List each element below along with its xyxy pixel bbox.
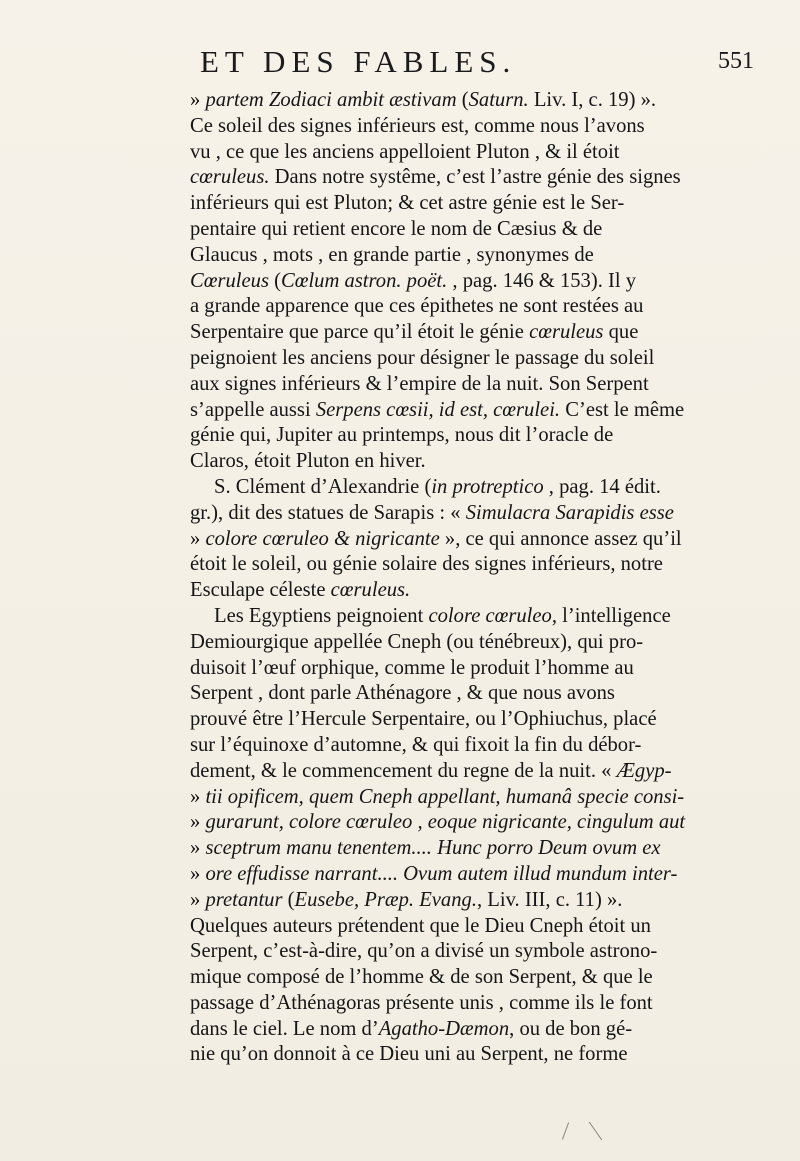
italic-text: colore cœruleo & nigricante: [205, 527, 440, 550]
stray-mark: [562, 1122, 569, 1139]
text-line: [190, 243, 720, 269]
text-line: [190, 294, 720, 320]
text-segment: Les Egyptiens peignoient: [214, 604, 429, 627]
italic-text: Serpens cœsii, id est, cœrulei.: [315, 398, 561, 421]
text-line: [190, 165, 720, 191]
text-segment: dement, & le commencement du regne de la nuit. «: [190, 759, 617, 782]
italic-text: Agatho-Dæmon: [378, 1017, 510, 1040]
text-line: [190, 965, 720, 991]
italic-text: cœruleus.: [190, 166, 270, 189]
text-line: [190, 346, 720, 372]
text-segment: Serpent , dont parle Athénagore , & que nous avons: [190, 682, 615, 705]
text-segment: Serpent, c’est-à-dire, qu’on a divisé un symbole astrono-: [190, 940, 658, 963]
text-line: [190, 604, 720, 630]
text-segment: Liv. I, c. 19) ».: [528, 89, 657, 111]
text-segment: »: [190, 837, 206, 860]
text-line: [190, 423, 720, 449]
text-line: [190, 733, 720, 759]
text-line: [190, 914, 720, 940]
text-line: [190, 140, 720, 166]
text-segment: (: [456, 89, 469, 111]
text-line: [190, 991, 720, 1017]
page-number: 551: [718, 48, 754, 74]
text-segment: , pag. 14 édit.: [543, 475, 661, 498]
italic-text: Cœruleus: [190, 269, 269, 292]
text-line: [190, 191, 720, 217]
text-line: [190, 656, 720, 682]
text-segment: Glaucus , mots , en grande partie , synonymes de: [190, 243, 594, 266]
text-segment: duisoit l’œuf orphique, comme le produit l’homme au: [190, 656, 634, 679]
text-segment: que: [603, 321, 639, 344]
text-line: [190, 836, 720, 862]
text-line: [190, 320, 720, 346]
text-segment: inférieurs qui est Pluton; & cet astre génie est le Ser-: [190, 192, 625, 215]
italic-text: cœruleus.: [330, 579, 411, 602]
text-segment: , l’intelligence: [551, 604, 671, 627]
text-segment: Dans notre systême, c’est l’astre génie des signes: [269, 166, 681, 189]
text-segment: vu , ce que les anciens appelloient Pluton , & il étoit: [190, 140, 620, 163]
text-segment: », ce qui annonce assez qu’il: [439, 527, 682, 550]
text-line: [190, 449, 720, 475]
italic-text: pretantur: [205, 888, 283, 911]
text-line: [190, 88, 720, 114]
text-segment: gr.), dit des statues de Sarapis : «: [190, 501, 466, 524]
text-line: [190, 269, 720, 295]
text-segment: »: [190, 527, 206, 550]
text-line: [190, 759, 720, 785]
text-segment: , Liv. III, c. 11) ».: [476, 888, 623, 911]
italic-text: partem Zodiaci ambit æstivam: [205, 89, 457, 111]
text-segment: mique composé de l’homme & de son Serpent, & que le: [190, 966, 653, 989]
text-segment: prouvé être l’Hercule Serpentaire, ou l’Ophiuchus, placé: [190, 708, 657, 731]
text-line: [190, 1017, 720, 1043]
italic-text: sceptrum manu tenentem.... Hunc porro Deum ovum ex: [205, 837, 661, 860]
text-line: [190, 1042, 720, 1068]
text-line: [190, 475, 720, 501]
text-line: [190, 372, 720, 398]
text-line: [190, 114, 720, 140]
text-line: [190, 501, 720, 527]
text-segment: Demiourgique appellée Cneph (ou ténébreux), qui pro-: [190, 630, 644, 653]
text-segment: C’est le même: [560, 398, 685, 421]
text-line: [190, 862, 720, 888]
text-segment: »: [190, 862, 206, 885]
text-segment: Quelques auteurs prétendent que le Dieu Cneph étoit un: [190, 914, 651, 937]
italic-text: in protreptico: [431, 475, 544, 498]
text-segment: s’appelle aussi: [190, 398, 316, 421]
text-segment: , pag. 146 & 153). Il y: [447, 269, 637, 292]
text-line: [190, 707, 720, 733]
text-line: [190, 398, 720, 424]
stray-mark: [589, 1122, 602, 1141]
italic-text: cœruleus: [529, 321, 604, 344]
body-text: [190, 88, 720, 1068]
text-segment: (: [282, 888, 295, 911]
text-segment: »: [190, 89, 206, 111]
italic-text: Cœlum astron. poët.: [280, 269, 448, 292]
text-segment: nie qu’on donnoit à ce Dieu uni au Serpent, ne forme: [190, 1043, 628, 1066]
text-segment: dans le ciel. Le nom d’: [190, 1017, 379, 1040]
italic-text: Ægyp-: [616, 759, 672, 782]
text-line: [190, 578, 720, 604]
italic-text: Eusebe, Præp. Evang.: [294, 888, 477, 911]
text-segment: (: [268, 269, 281, 292]
text-line: [190, 552, 720, 578]
text-segment: pentaire qui retient encore le nom de Cæsius & de: [190, 217, 603, 240]
italic-text: ore effudisse narrant.... Ovum autem illud mundum inter-: [205, 862, 678, 885]
italic-text: Simulacra Sarapidis esse: [465, 501, 674, 524]
text-segment: a grande apparence que ces épithetes ne sont restées au: [190, 295, 644, 318]
text-segment: génie qui, Jupiter au printemps, nous dit l’oracle de: [190, 424, 614, 447]
text-line: [190, 785, 720, 811]
text-segment: , ou de bon gé-: [509, 1017, 633, 1040]
text-segment: Claros, étoit Pluton en hiver.: [190, 450, 426, 473]
italic-text: Saturn.: [468, 89, 529, 111]
italic-text: tii opificem, quem Cneph appellant, humanâ specie consi-: [205, 785, 685, 808]
running-title: ET DES FABLES.: [200, 44, 517, 79]
text-line: [190, 217, 720, 243]
text-line: [190, 630, 720, 656]
text-segment: passage d’Athénagoras présente unis , comme ils le font: [190, 991, 653, 1014]
text-segment: »: [190, 785, 206, 808]
text-segment: Esculape céleste: [190, 579, 331, 602]
italic-text: gurarunt, colore cœruleo , eoque nigricante, cingulum aut: [205, 811, 686, 834]
text-segment: étoit le soleil, ou génie solaire des signes inférieurs, notre: [190, 553, 663, 576]
text-segment: peignoient les anciens pour désigner le passage du soleil: [190, 346, 655, 369]
text-segment: Serpentaire que parce qu’il étoit le génie: [190, 321, 530, 344]
text-segment: S. Clément d’Alexandrie (: [214, 475, 432, 498]
text-segment: sur l’équinoxe d’automne, & qui fixoit la fin du débor-: [190, 733, 642, 756]
text-line: [190, 939, 720, 965]
text-line: [190, 681, 720, 707]
text-segment: aux signes inférieurs & l’empire de la nuit. Son Serpent: [190, 372, 649, 395]
text-segment: »: [190, 811, 206, 834]
text-segment: Ce soleil des signes inférieurs est, comme nous l’avons: [190, 114, 645, 137]
text-segment: »: [190, 888, 206, 911]
text-line: [190, 810, 720, 836]
italic-text: colore cœruleo: [428, 604, 552, 627]
text-line: [190, 527, 720, 553]
text-line: [190, 888, 720, 914]
